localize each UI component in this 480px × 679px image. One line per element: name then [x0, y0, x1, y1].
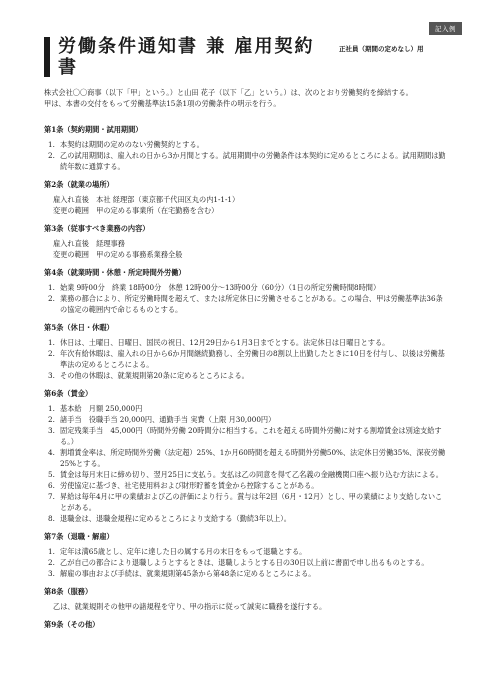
- list-item: 1. 本契約は期間の定めのない労働契約とする。: [48, 140, 204, 149]
- article-heading: 第6条（賃金）: [44, 389, 93, 398]
- list-item: 2. 乙が自己の都合により退職しようとするときは、退職しようとする日の30日以上前に書面で申し出るものとする。: [48, 558, 429, 567]
- list-item: 6. 労使協定に基づき、社宅使用料および財形貯蓄を賃金から控除することがある。: [48, 481, 319, 490]
- list-item: 1. 基本給 月額 250,000円: [48, 404, 143, 413]
- article-7: [44, 531, 448, 579]
- list-item: 7. 昇給は毎年4月に甲の業績および乙の評価により行う。賞与は年2回（6月・12月）とし、甲の業績により支給しないことがある。: [48, 492, 443, 512]
- article-heading: 第7条（退職・解雇）: [44, 532, 114, 541]
- article-heading: 第3条（従事すべき業務の内容）: [44, 224, 150, 233]
- article-heading: 第2条（就業の場所）: [44, 180, 114, 189]
- list-item: 2. 業務の都合により、所定労働時間を超えて、または所定休日に労働させることがある。この場合、甲は労働基準法36条の協定の範囲内で命じるものとする。: [48, 294, 443, 314]
- list-item: 2. 年次有給休暇は、雇入れの日から6か月間継続勤務し、全労働日の8割以上出勤したときに10日を付与し、以後は労働基準法の定めるところによる。: [48, 349, 445, 369]
- list-item: 5. 賃金は毎月末日に締め切り、翌月25日に支払う。支払は乙の同意を得て乙名義の金融機関口座へ振り込む方法による。: [48, 470, 443, 479]
- article-heading: 第1条（契約期間・試用期間）: [44, 125, 143, 134]
- article-5: [44, 322, 448, 381]
- list-item: 2. 諸手当 役職手当 20,000円、通勤手当 実費（上限 月30,000円）: [48, 415, 276, 424]
- article-heading: 第4条（就業時間・休憩・所定時間外労働）: [44, 268, 186, 277]
- list-item: 1. 始業 9時00分 終業 18時00分 休憩 12時00分～13時00分（60分）（1日の所定労働時間8時間）: [48, 283, 381, 292]
- article-9: [44, 619, 448, 630]
- intro-line: 株式会社〇〇商事（以下「甲」という。）と山田 花子（以下「乙」という。）は、次のとおり労働契約を締結する。: [44, 88, 413, 97]
- article-heading: 第5条（休日・休暇）: [44, 323, 114, 332]
- article-6: [44, 388, 448, 524]
- article-heading: 第9条（その他）: [44, 620, 100, 629]
- list-item: 1. 休日は、土曜日、日曜日、国民の祝日、12月29日から1月3日までとする。法定休日は日曜日とする。: [48, 338, 390, 347]
- list-item: 2. 乙の試用期間は、雇入れの日から3か月間とする。試用期間中の労働条件は本契約に定めるところによる。試用期間は勤続年数に通算する。: [48, 151, 446, 171]
- intro-paragraph: [44, 87, 444, 109]
- document-title: 労働条件通知書 兼 雇用契約書: [58, 36, 315, 78]
- title-block: [44, 36, 444, 80]
- article-line: 雇入れ直後 本社 経理部（東京都千代田区丸の内1-1-1）: [53, 195, 240, 204]
- article-heading: 第8条（服務）: [44, 587, 93, 596]
- article-8: [44, 586, 448, 612]
- contract-body: [44, 124, 448, 637]
- article-line: 雇入れ直後 経理事務: [53, 239, 125, 248]
- article-4: [44, 267, 448, 315]
- article-text: 乙は、就業規則その他甲の諸規程を守り、甲の指示に従って誠実に職務を遂行する。: [53, 602, 327, 611]
- article-2: [44, 179, 448, 216]
- list-item: 1. 定年は満65歳とし、定年に達した日の属する月の末日をもって退職とする。: [48, 547, 307, 556]
- intro-line: 甲は、本書の交付をもって労働基準法15条1項の労働条件の明示を行う。: [44, 99, 281, 108]
- sample-badge: 記入例: [429, 22, 462, 35]
- document-subtitle: 正社員（期間の定めなし）用: [339, 45, 424, 53]
- article-1: [44, 124, 448, 172]
- article-line: 変更の範囲 甲の定める事業所（在宅勤務を含む）: [53, 206, 219, 215]
- list-item: 3. 解雇の事由および手続は、就業規則第45条から第48条に定めるところによる。: [48, 569, 316, 578]
- article-line: 変更の範囲 甲の定める事務系業務全般: [53, 250, 183, 259]
- list-item: 4. 割増賃金率は、所定時間外労働（法定超）25%、1か月60時間を超える時間外労働50%、法定休日労働35%、深夜労働25%とする。: [48, 448, 446, 468]
- title-accent-bar: [44, 37, 50, 77]
- article-3: [44, 223, 448, 260]
- list-item: 3. その他の休暇は、就業規則第20条に定めるところによる。: [48, 371, 249, 380]
- list-item: 3. 固定残業手当 45,000円（時間外労働 20時間分に相当する。これを超える時間外労働に対する割増賃金は別途支給する。）: [48, 426, 442, 446]
- list-item: 8. 退職金は、退職金規程に定めるところにより支給する（勤続3年以上）。: [48, 514, 291, 523]
